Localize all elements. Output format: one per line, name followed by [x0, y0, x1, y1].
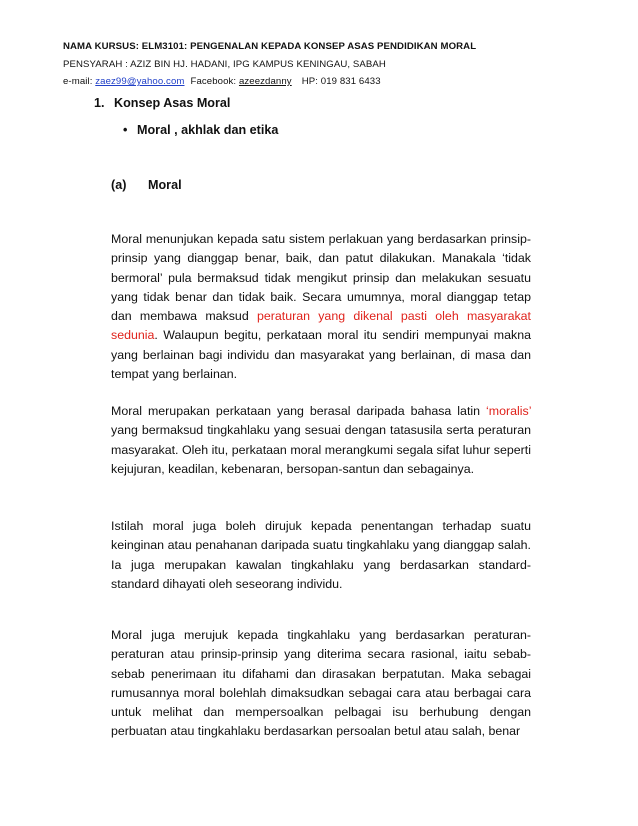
- section-title: Konsep Asas Moral: [114, 96, 231, 110]
- email-link[interactable]: zaez99@yahoo.com: [95, 76, 185, 87]
- paragraph-2-text-a: Moral merupakan perkataan yang berasal daripada bahasa latin: [111, 404, 487, 418]
- course-title: NAMA KURSUS: ELM3101: PENGENALAN KEPADA KONSEP ASAS PENDIDIKAN MORAL: [63, 41, 477, 52]
- paragraph-1-text-b: . Walaupun begitu, perkataan moral itu sendiri mempunyai makna yang berlainan bagi individu dan masyarakat yang berlainan, di masa dan tempat yang berlainan.: [111, 328, 531, 382]
- bullet-icon: •: [123, 123, 128, 137]
- paragraph-3: Istilah moral juga boleh dirujuk kepada penentangan terhadap suatu keinginan atau penahanan daripada suatu tingkahlaku yang dianggap salah. Ia juga merupakan kawalan tingkahlaku yang berdasarkan standard-standard dihayati oleh seseorang individu.: [111, 519, 531, 591]
- email-label: e-mail:: [63, 76, 96, 87]
- paragraph-1: [111, 230, 531, 384]
- subsection-label: (a): [111, 178, 127, 192]
- paragraph-2-text-b: yang bermaksud tingkahlaku yang sesuai dengan tatasusila serta peraturan masyarakat. Oleh itu, perkataan moral merangkumi segala sifat luhur seperti kejujuran, keadilan, kebenaran, bersopan-santun dan sebagainya.: [111, 423, 531, 476]
- section-heading: [94, 96, 230, 110]
- bullet-text: Moral , akhlak dan etika: [137, 123, 279, 137]
- subsection-heading: [111, 178, 182, 192]
- paragraph-1-highlight: peraturan yang dikenal pasti oleh masyarakat sedunia: [111, 309, 531, 343]
- phone-number: HP: 019 831 6433: [301, 76, 381, 87]
- facebook-label: Facebook:: [190, 76, 239, 87]
- bullet-item: [123, 123, 278, 137]
- contact-line: [63, 76, 381, 87]
- section-number: 1.: [94, 96, 105, 110]
- lecturer-info: PENSYARAH : AZIZ BIN HJ. HADANI, IPG KAMPUS KENINGAU, SABAH: [63, 59, 386, 70]
- paragraph-2-highlight: ‘moralis’: [486, 404, 531, 418]
- paragraph-1-text-a: Moral menunjukan kepada satu sistem perlakuan yang berdasarkan prinsip-prinsip yang dianggap benar, baik, dan patut dilakukan. Manakala ‘tidak bermoral’ pula bermaksud tidak mengikut prinsip dan melakukan sesuatu yang tidak benar dan tidak baik. Secara umumnya, moral dianggap tetap dan membawa maksud: [111, 232, 531, 324]
- paragraph-4: Moral juga merujuk kepada tingkahlaku yang berdasarkan peraturan-peraturan atau prinsip-prinsip yang diterima secara rasional, iaitu sebab-sebab penerimaan itu difahami dan dirasakan berpatutan. Maka sebagai rumusannya moral bolehlah dimaksudkan sebagai cara atau berbagai cara untuk melihat dan mempersoalkan pelbagai isu berhubung dengan perbuatan atau tingkahlaku berdasarkan persoalan betul atau salah, benar: [111, 628, 531, 739]
- paragraph-2: [111, 402, 531, 479]
- subsection-title: Moral: [148, 178, 182, 192]
- facebook-handle: azeezdanny: [238, 76, 292, 87]
